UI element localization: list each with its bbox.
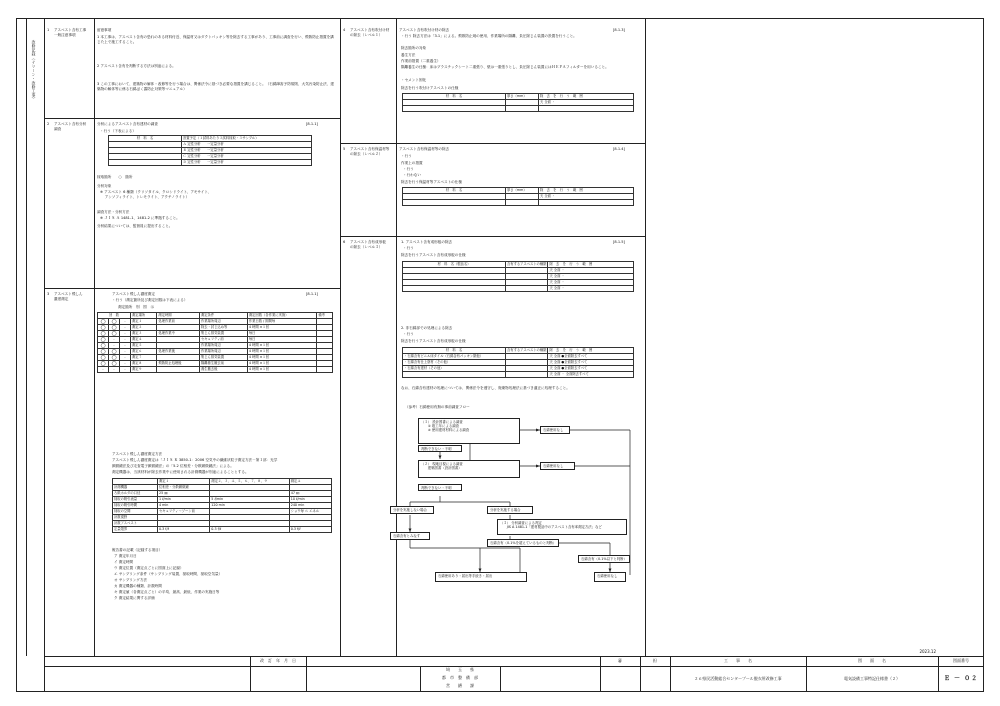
reference: [8.1.1]: [306, 292, 318, 296]
section-number: 6: [343, 240, 346, 244]
divider: [44, 656, 984, 657]
s4-heading: アスベスト含有吹付け材の除去: [399, 28, 450, 32]
table-header-row: 測定１ 測定２、３、４、５、６、７、８、９ 測定Ａ: [113, 479, 332, 485]
table-row: 定量限界 0.3 f/ℓ 0.3 f/ℓ 0.3 f/ℓ: [113, 527, 332, 533]
section-number: 1: [47, 28, 50, 32]
table-row: 天 全面 ・: [403, 268, 634, 274]
owner-line: 営 繕 課: [446, 683, 474, 688]
owner-line: 埼 玉 県: [446, 667, 474, 672]
revision-label: 改 訂 年 月 日: [260, 658, 296, 663]
table-row: ○ - - 測定５ 作業場所周辺 4 時間 ×１回: [98, 343, 333, 349]
report-item: イ 測定時間: [114, 560, 134, 564]
table-row: ・石綿含有建材（その他） 天 全面 ●全面除去すべて: [403, 366, 634, 372]
s6-line: 除去を行うアスベスト含有成形板の仕様: [401, 253, 466, 257]
table-row: 採取の吸引時間 4 min 120 min 240 min: [113, 503, 332, 509]
analysis-sub: ・行う（下表による）: [100, 129, 136, 133]
method-text: 顕微鏡法及び走査電子顕微鏡法」の「5.2 位相差・分散顕微鏡法」による。: [112, 464, 234, 468]
analysis-method: ※ ＪＩＳ Ａ 1481-1、1481-2 に準拠すること。: [100, 216, 180, 220]
s5-line: ・行う: [403, 167, 414, 171]
drawing-name: 電気設備工事特記仕様書（２）: [844, 676, 900, 681]
table-header: 設置予定（１試料あたり３試料採取・３サンプル）: [182, 136, 312, 142]
drawing-no-header: 図面番号: [953, 658, 969, 663]
measurement-scope: 測定箇所 別 図 示: [118, 305, 154, 309]
report-item: カ 測定機器の種類、計数時間: [114, 584, 162, 588]
table-row: ○ ○ - 測定２ 除去・封じ込め等 4 時間 ×１回: [98, 325, 333, 331]
s5-line: 作業上の措置: [401, 161, 423, 165]
analysis-method-heading: 調査方法・分析方法: [97, 210, 130, 214]
report-item: キ 測定値（各測定点ごと）の平均、最高、最低、作業の実施日等: [114, 590, 220, 594]
flow-box-onsite-survey: （２） 現地目視による調査 建築図書（設計図書）: [418, 460, 520, 478]
report-item: オ サンプリング方法: [114, 578, 148, 582]
table-row: 天 全面 ・: [403, 100, 634, 106]
section-title: アスベスト含有工事 一般注意事項: [54, 28, 87, 37]
analysis-target: 分析対象: [97, 184, 112, 188]
flow-box-analysis: 分析を実施する場合: [487, 506, 533, 514]
flow-box-over-threshold: 石綿含有（0.1%を超えているものと判断）: [487, 539, 559, 547]
owner-line: 都 市 整 備 部: [442, 675, 478, 680]
flow-box-design-survey: （１） 設計図書による調査 ① 竣工年による調査 ② 使用建材材料による調査: [418, 418, 520, 444]
side-title: 改修記録（テリーン・改修工事）: [32, 40, 37, 102]
method-text: 測定機器は、当該材料が除去作業中に使用される計測機器が別途によることとする。: [112, 470, 249, 474]
s7-line: ・行う: [403, 332, 414, 336]
s5-line: ・行う: [401, 154, 412, 158]
section-number: 3: [47, 292, 50, 296]
draw-header: 担: [653, 658, 657, 663]
s5-line: 除去を行う保温材等アスベストの仕様: [401, 180, 462, 184]
table-row: 天 全面 ・: [403, 280, 634, 286]
section-title: アスベスト含有吹付け材 の除去（レベル１）: [350, 28, 390, 37]
flow-box-asbestos-procedures: 石綿使用あり・届出等手続き・届出: [435, 572, 527, 582]
work-name-header: 工 事 名: [724, 658, 752, 663]
table-row: 天 全面 ・: [403, 194, 634, 200]
flow-box-deemed-asbestos: 石綿含有とみなす: [390, 532, 430, 540]
table-row: Ｃ 定性分析 一定量分析: [109, 154, 312, 160]
table-row: ・石綿含有ビニル床タイル（石綿含有パッキン類他） 天 全面 ●全面除去すべて: [403, 354, 634, 360]
section-title: アスベスト飛しん 濃度測定: [54, 292, 83, 301]
s4-line: 隔離養生の仕様：床はプラスチックシート二重張り、壁は一重張りとし、負圧除じん装置にはＨＥＰＡフィルターを用いること。: [401, 65, 609, 69]
section-number: 2: [47, 122, 50, 126]
flow-box-unknown: 判断できない・不明: [418, 484, 462, 491]
table-row: 天 全面 ・ 全面除去すべて: [403, 372, 634, 378]
general-heading: 留意事項: [97, 28, 112, 32]
table-header-row: 材 料 名 厚さ（mm） 除 去 を 行 う 範 囲: [403, 94, 634, 100]
report-item: エ サンプリング条件（サンプリング装置、採取時間、採取空気量）: [114, 572, 223, 576]
flow-box-no-asbestos: 石綿使用なし: [540, 426, 570, 434]
measurement-sub: ・行う（測定箇所及び測定回数は下表による）: [112, 298, 188, 302]
report-item: ク 測定結果に関する評価: [114, 596, 155, 600]
section-number: 5: [343, 147, 346, 151]
table-row: Ａ 定性分析 一定量分析: [109, 142, 312, 148]
reference: [8.1.5]: [613, 240, 625, 244]
s5-line: ・行わない: [403, 173, 421, 177]
report-item: ウ 測定位置（測定点ごとに図面上に記録）: [114, 566, 184, 570]
table-row: 採取の空間 セキュリティ〜ゾーン前 ショウ毎 ６ エネル: [113, 509, 332, 515]
flow-box-analysis-judgement: （３） 分析調査による判定 JIS A 1481-1「建材製品中のアスベスト含有率測定方法」など: [497, 519, 627, 535]
table-row: 天 全面 ・: [403, 274, 634, 280]
table-row: 計数アスベスト: [113, 521, 332, 527]
analysis-count: 採取箇所 ○ 箇所: [97, 175, 133, 179]
reference: [8.1.4]: [613, 147, 625, 151]
s7-heading: 2. 非石綿部での処理による除去: [401, 326, 453, 330]
section-title: アスベスト含有成形板 の除去（レベル３）: [350, 240, 386, 249]
report-item: ア 測定年月日: [114, 554, 137, 558]
table-row: ○ - - 測定４ セキュリティ前 毎日: [98, 337, 333, 343]
s4-line: 除去を行う吹付けアスベストの仕様: [401, 86, 459, 90]
table-row: ろ紙ホルダの口径 25 ㎜ 47 ㎜: [113, 491, 332, 497]
work-name: ２６県民活動総合センタープール脱衣所改修工事: [694, 676, 782, 681]
divider: [306, 656, 307, 692]
report-heading: 報告書の記載（記録する項目）: [112, 548, 163, 552]
divider: [500, 666, 501, 692]
general-note: 2 アスベスト含有を判断する方法は別途による。: [97, 64, 176, 68]
general-note: 3 この工事において、建築物の解体・改修等を行う場合は、関係法令に基づき必要な措置を講じること。（石綿障害予防規則、大気汚染防止法、建築物の解体等に係る石綿ばく露防止対策等マニュアル）: [97, 82, 334, 91]
table-row: ○ ○ - 測定１ 処理作業前 作業場所周辺 作業日数 / 期間毎: [98, 319, 333, 325]
analysis-heading: 分析によるアスベスト含有建材の調査: [97, 122, 158, 126]
drawing-name-header: 図 面 名: [858, 658, 886, 663]
section-title: アスベスト含有分析 調査: [54, 122, 87, 131]
table-header-row: 材 料 名 含有するアスベストの種類 除 去 を 行 う 範 囲: [403, 348, 634, 354]
table-row: ・石綿含有仕上塗材（その他） 天 全面 ●全面除去すべて: [403, 360, 634, 366]
section-title: アスベスト含有保温材等 の除去（レベル２）: [350, 147, 390, 156]
analysis-target-detail: ※ アスベスト 6 種類（クリソタイル、クロシドライト、アモサイト、 アンソフィライト、トレモライト、アクチノライト）: [100, 190, 212, 199]
reference: [8.1.3]: [613, 28, 625, 32]
table-row: - - - 測定９ 養生撤去後 4 時間 ×１回: [98, 367, 333, 373]
table-row: Ｂ 定性分析 一定量分析: [109, 148, 312, 154]
s4-line: 養生方法: [401, 53, 416, 57]
flow-box-unknown: 判断できない・不明: [418, 445, 462, 452]
table-header-row: 回 数 測定場所 測定時期 測定条件 測定回数（各作業に実施） 備考: [98, 313, 333, 319]
table-row: ○ ○ - 測定６ 処理作業後 作業場所周辺 4 時間 ×１回: [98, 349, 333, 355]
s7-note: なお、石綿含有建材の処理については、関係法令を遵守し、廃棄物処理法に基づき適正に処理すること。: [401, 386, 570, 390]
flow-box-no-asbestos: 石綿使用なし: [540, 462, 575, 470]
s4-line: 作業前措置（二重養生）: [401, 59, 441, 63]
s6-heading: 1. アスベスト含有成形板の除去: [401, 240, 453, 244]
flow-box-under-threshold: 石綿含有（0.1%以下と判断）: [578, 555, 630, 563]
analysis-note: 分析結果については、監督員に提出すること。: [97, 224, 173, 228]
section-number: 4: [343, 28, 346, 32]
table-row: 計測機器 位相差・分散顕微鏡: [113, 485, 332, 491]
table-row: ○ ○ - 測定３ 処理作業中 集じん排気装置 毎日: [98, 331, 333, 337]
reference: [8.1.1]: [306, 122, 318, 126]
revision-date: 2023.12: [919, 649, 936, 654]
table-row: ○ ○ - 測定８ 飛散防止処理後 隔離養生撤去前 4 時間 ×１回: [98, 361, 333, 367]
table-row: 計数視野: [113, 515, 332, 521]
flow-title: （参考）石綿使用有無の事前調査フロー: [405, 405, 470, 409]
general-note: 1 本工事は、アスベスト含有の恐れのある材料付近、保温材又はダクトパッキン等を除去する工事があり、工事前に調査を行い、飛散防止措置を講じた上で施工すること。: [97, 35, 334, 44]
table-row: Ｄ 定性分析 一定量分析: [109, 160, 312, 166]
table-row: ○ ○ - 測定７ 集じん排気装置 4 時間 ×１回: [98, 355, 333, 361]
s4-line: 除去箇所の対象: [401, 46, 427, 50]
table-header-row: 材 料 名 厚さ（mm） 除 去 を 行 う 範 囲: [403, 188, 634, 194]
flow-box-no-asbestos: 石綿使用なし: [594, 572, 626, 582]
method-text: アスベスト飛しん濃度測定は「ＪＩＳ Ｋ 3850-1：2006 空気中の繊維状粒子測定方法－第１部：光学: [112, 458, 278, 462]
table-row: 天 全面 ・: [403, 286, 634, 292]
table-header: 材 料 名: [109, 136, 182, 142]
table-header-row: 材 料 名（製品名） 含有するアスベストの種類 除 去 を 行 う 範 囲: [403, 262, 634, 268]
s7-line: 除去を行うアスベスト含有成形板の仕様: [401, 339, 466, 343]
table-row: 採取の吸引流量 1 ℓ/min 5 ℓ/min 10 ℓ/min: [113, 497, 332, 503]
s5-heading: アスベスト含有保温材等の除去: [399, 147, 450, 151]
method-heading: アスベスト飛しん濃度測定方法: [112, 452, 163, 456]
divider: [44, 666, 984, 667]
s4-line: ・行う 除去方法は「3.1」による。飛散防止剤の使用、作業場所の隔離、負圧除じん装置の設置を行うこと。: [401, 34, 577, 38]
check-header: 審: [618, 658, 622, 663]
s6-line: ・行う: [403, 246, 414, 250]
drawing-number: Ｅ － ０２: [943, 675, 979, 682]
s4-line: ・セメント固化: [401, 78, 427, 82]
measurement-heading: アスベスト飛しん濃度測定: [112, 292, 155, 296]
flow-box-no-analysis: 分析を実施しない場合: [390, 506, 434, 514]
